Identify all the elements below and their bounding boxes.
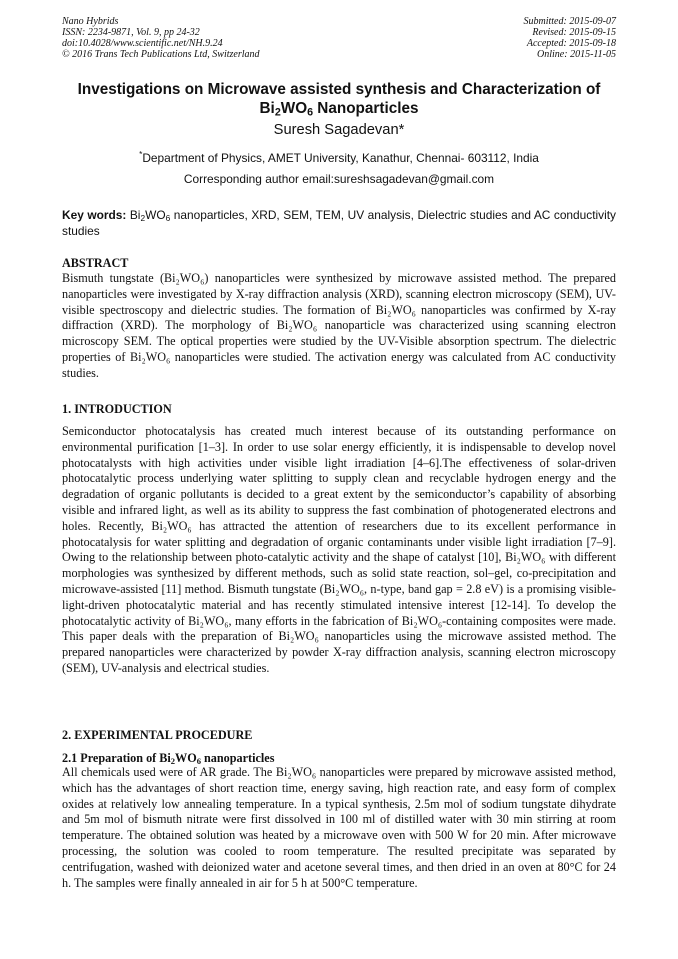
journal-info (62, 16, 260, 60)
journal-name: Nano Hybrids (62, 16, 119, 27)
paper-title (50, 80, 628, 118)
abstract-text: Bismuth tungstate (Bi₂WO₆) nanoparticles were synthesized by microwave assisted method. The prepared nanoparticles were investigated by X-ray diffraction analysis (XRD), scanning electron microscopy (SEM), UV-visible spectroscopy and dielectric studies. The formation of Bi₂WO₆ nanoparticles was confirmed by X-ray diffraction (XRD). The morphology of Bi₂WO₆ nanoparticle was characterized using scanning electron microscopy SEM. The optical properties were studied by the UV-Visible absorption spectrum. The dielectric properties of Bi₂WO₆ nanoparticles were studied. The activation energy was calculated from AC conductivity studies. (62, 271, 616, 380)
introduction-text: Semiconductor photocatalysis has created much interest because of its outstanding performance on environmental purification [1–3]. In order to use solar energy efficiently, it is indispensable to develop novel photocatalysts with high activities under visible light irradiation [4–6].The effectiveness of solar-driven photocatalytic process underlying water splitting to supply clean and recyclable hydrogen energy and the degradation of organic pollutants is decided to a great extent by the semiconductor’s capability of absorbing visible and infrared light, as well as its ability to suppress the fast combination of photogenerated electrons and holes. Recently, Bi₂WO₆ has attracted the attention of researchers due to its excellent performance in photocatalysis for water splitting and degradation of organic contaminants under visible light irradiation [7–9]. Owing to the relationship between photo-catalytic activity and the shape of catalyst [10], Bi₂WO₆ with different morphologies was synthesized by different methods, such as solid state reaction, sol–gel, co-precipitation and microwave-assisted [11] method. Bismuth tungstate (Bi₂WO₆, n-type, band gap = 2.8 eV) is a promising visible-light-driven photocatalytic material and has recently stimulated intensive interest [12-14]. To develop the photocatalytic activity of Bi₂WO₆, many efforts in the fabrication of Bi₂WO₆-containing composites were made. This paper deals with the preparation of Bi₂WO₆ nanoparticles using the microwave assisted method. The prepared nanoparticles were characterized by powder X-ray diffraction analysis, scanning electron microscopy (SEM), UV-analysis and electrical studies. (62, 424, 616, 675)
journal-copyright: © 2016 Trans Tech Publications Ltd, Switzerland (62, 49, 260, 60)
date-accepted: Accepted: 2015-09-18 (526, 38, 616, 49)
author-affiliation: *Department of Physics, AMET University, Kanathur, Chennai- 603112, India (139, 149, 539, 165)
date-submitted: Submitted: 2015-09-07 (523, 16, 616, 27)
author-name: Suresh Sagadevan* (273, 122, 405, 138)
corresponding-email[interactable]: Corresponding author email:sureshsagadevan@gmail.com (183, 172, 495, 186)
journal-doi[interactable]: doi:10.4028/www.scientific.net/NH.9.24 (62, 38, 223, 49)
journal-issn: ISSN: 2234-9871, Vol. 9, pp 24-32 (62, 27, 200, 38)
experimental-heading: 2. EXPERIMENTAL PROCEDURE (62, 728, 253, 742)
date-revised: Revised: 2015-09-15 (532, 27, 616, 38)
date-online: Online: 2015-11-05 (537, 49, 616, 60)
keywords: Key words: $Bi_2WO_6$ nanoparticles, XRD, SEM, TEM, UV analysis, Dielectric studies and AC conductivity studies (62, 208, 616, 238)
experimental-text: All chemicals used were of AR grade. The Bi₂WO₆ nanoparticles were prepared by microwave assisted method, which has the advantages of short reaction time, energy saving, high reaction rate, and easy form of complex oxides at relatively low annealing temperature. In a typical synthesis, 2.5m mol of sodium tungstate dihydrate and 5m mol of bismuth nitrate were first dissolved in 100 ml of distilled water with 30 min stirring at room temperature. The obtained solution was heated by a microwave oven with 500 W for 20 min. After microwave processing, the solution was cooled to room temperature. The resulted precipitate was separated by centrifugation, washed with deionized water and acetone several times, and then dried in an oven at 80°C for 24 h. The samples were finally annealed in air for 5 h at 500°C temperature. (62, 765, 616, 890)
introduction-heading: 1. INTRODUCTION (62, 402, 172, 416)
keywords-label: Key words: (62, 208, 127, 222)
abstract-heading: ABSTRACT (62, 256, 129, 270)
publication-dates (524, 16, 617, 60)
title-line-1: Investigations on Microwave assisted synthesis and Characterization of (77, 81, 601, 98)
keywords-text: nanoparticles, XRD, SEM, TEM, UV analysis, Dielectric studies and AC conductivity studies (62, 208, 616, 238)
page-header (62, 16, 616, 60)
affiliation-mark: * (139, 149, 143, 160)
subsection-heading: 2.1 Preparation of $Bi_2WO_6$ nanoparticles (62, 751, 275, 767)
title-line-2: $Bi_2WO_6$ Nanoparticles (259, 100, 419, 119)
